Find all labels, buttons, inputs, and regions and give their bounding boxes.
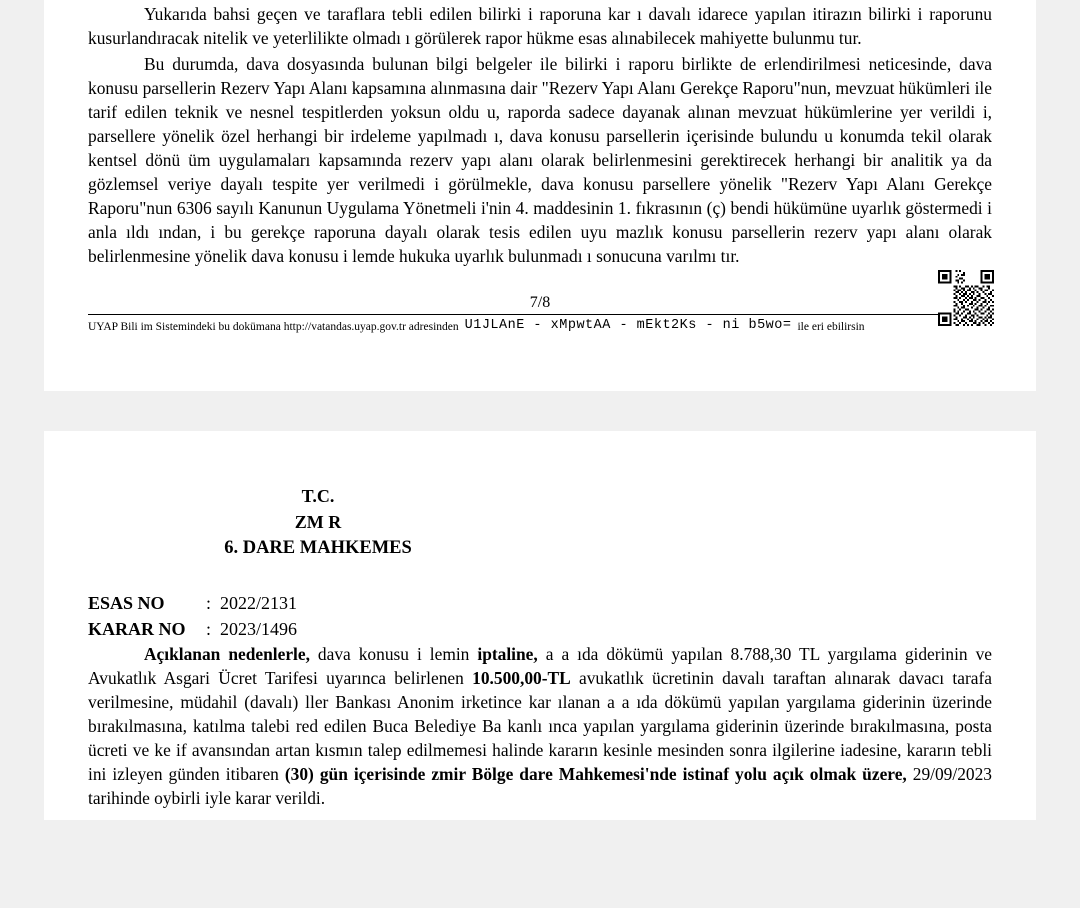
court-header-line-2: ZM R (294, 512, 342, 533)
paragraph-1: Yukarıda bahsi geçen ve taraflara tebli edilen bilirki i raporuna kar ı davalı idarece yapılan itirazın bilirki i raporunu kusurlandıracak nitelik ve yeterlilikte olmadı ı görülerek rapor hükme esas alınabilecek mahiyette bulunmu tur. (88, 4, 992, 49)
uyap-document-code: U1JLAnE - xMpwtAA - mEkt2Ks - ni b5wo= (464, 318, 792, 334)
paragraph-2: Bu durumda, dava dosyasında bulunan bilgi belgeler ile bilirki i raporu birlikte de erlendirilmesi neticesinde, dava konusu parsellerin Rezerv Yapı Alanı kapsamına alınmasına dair "Rezerv Yapı Alanı Gerekçe Raporu"nun, mevzuat hükümleri ile tarif edilen teknik ve nesnel tespitlerden yoksun oldu u, raporda sadece dayanak alınan mevzuat hükümlerine yer verildi i, parsellere yönelik özel herhangi bir irdeleme yapılmadı ı, dava konusu parsellerin içerisinde bulundu u konumda tekil olarak kentsel dönü üm uygulamaları kapsamında rezerv yapı alanı olarak belirlenmesini gerektirecek herhangi bir analitik ya da gözlemsel veriye dayalı tespite yer verilmedi i görülmekle, dava konusu parsellere yönelik "Rezerv Yapı Alanı Gerekçe Raporu"nun 6306 sayılı Kanunun Uygulama Yönetmeli i'nin 4. maddesinin 1. fıkrasının (ç) bendi hükümüne uyarlık göstermedi i anla ıldı ından, i bu gerekçe raporuna dayalı olarak tesis edilen uyu mazlık konusu parsellerin rezerv yapı alanı olarak belirlenmesine yönelik dava konusu i lemde hukuka uyarlık bulunmadı ı sonucuna varılmı tır. (88, 54, 992, 267)
karar-no-colon: : (206, 619, 212, 640)
karar-no-value: 2023/1496 (220, 619, 298, 640)
case-numbers (88, 590, 992, 642)
decision-bold-1: iptaline, (477, 644, 538, 665)
court-header-line-1: T.C. (301, 486, 335, 507)
footer-divider (88, 314, 992, 315)
case-row-karar (88, 616, 992, 642)
document-page-8 (44, 431, 1036, 820)
esas-no-colon: : (206, 593, 212, 614)
decision-lead: Açıklanan nedenlerle, (144, 644, 310, 665)
esas-no-value: 2022/2131 (220, 593, 298, 614)
page-separator (0, 391, 1080, 431)
decision-text-3: avukatlık ücretinin davalı taraftan alınarak davacı tarafa verilmesine, müdahil (davalı) ller Bankası Anonim irketince kar ılanan a a ıda dökümü yapılan yargılama giderinin üzerinde bırakılmasına, katılma talebi red edilen Buca Belediye Ba kanlı ınca yapılan yargılama giderinin üzerinde bırakılmasına, posta ücreti ve ke if avansından artan kısmın talep edilmemesi halinde kararın kesinle mesinden sonra ilgilerine iadesine, kararın tebli ini izleyen günden itibaren (88, 668, 992, 785)
page-number: 7/8 (529, 294, 551, 312)
decision-bold-2: 10.500,00-TL (472, 668, 571, 689)
decision-text-4: 29/09/2023 tarihinde oybirli iyle karar verildi. (88, 764, 992, 809)
decision-paragraph (88, 642, 992, 810)
page-footer (88, 294, 992, 333)
karar-no-label: KARAR NO (88, 619, 186, 640)
uyap-footer-suffix: ile eri ebilirsin (797, 321, 865, 334)
case-row-esas (88, 590, 992, 616)
esas-no-label: ESAS NO (88, 593, 165, 614)
decision-bold-3: (30) gün içerisinde zmir Bölge dare Mahkemesi'nde istinaf yolu açık olmak üzere, (284, 764, 907, 785)
court-header-line-3: 6. DARE MAHKEMES (224, 538, 412, 559)
uyap-footer-line (88, 318, 992, 333)
court-header (88, 483, 548, 562)
uyap-footer-prefix: UYAP Bili im Sistemindeki bu dokümana http://vatandas.uyap.gov.tr adresinden (88, 321, 459, 334)
decision-text-2: a a ıda dökümü yapılan 8.788,30 TL yargılama giderinin ve Avukatlık Asgari Ücret Tarifesi uyarınca belirlenen (88, 644, 992, 689)
qr-code-icon (938, 270, 994, 326)
decision-text-1: dava konusu i lemin (309, 644, 478, 665)
document-page-7 (44, 0, 1036, 391)
